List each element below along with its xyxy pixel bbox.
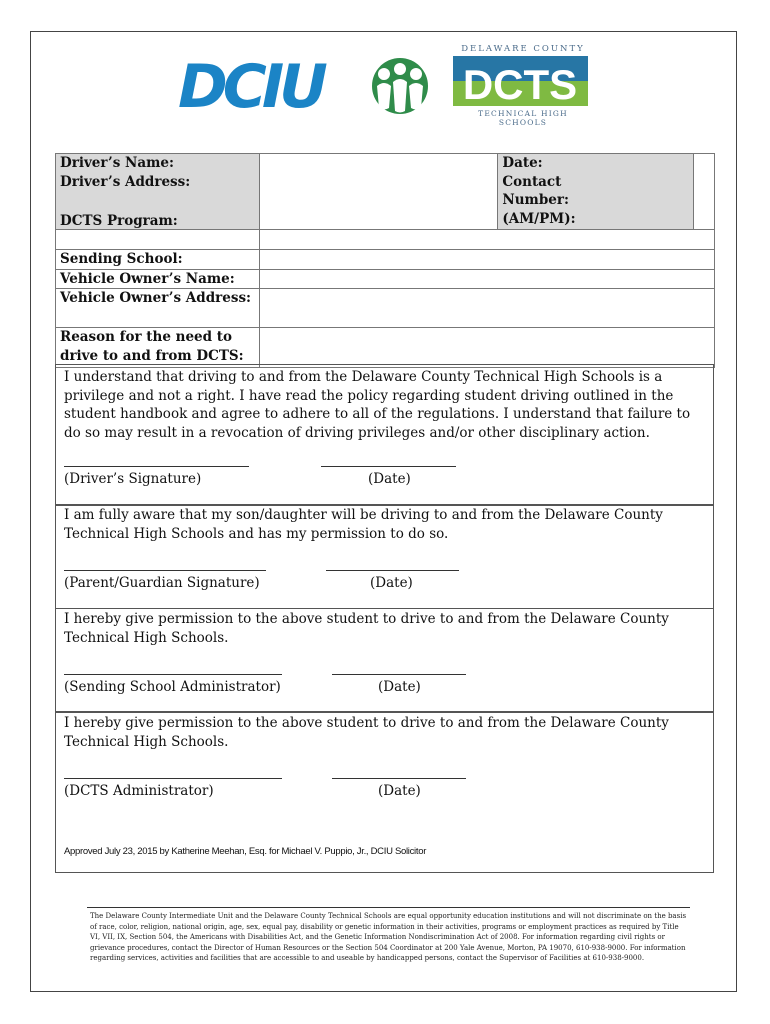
sending-admin-signature-label: (Sending School Administrator) bbox=[64, 679, 281, 695]
dcts-program-label: DCTS Program: bbox=[56, 212, 260, 232]
dcts-logo-bottom-text: TECHNICAL HIGH SCHOOLS bbox=[478, 109, 568, 127]
sending-admin-date-line[interactable] bbox=[332, 674, 466, 675]
parent-permission-text: I am fully aware that my son/daughter will be driving to and from the Delaware County Technical High Schools and has my permission to do so. bbox=[64, 507, 663, 542]
reason-label: Reason for the need to drive to and from DCTS: bbox=[56, 328, 260, 368]
driver-signature-label: (Driver’s Signature) bbox=[64, 471, 202, 487]
parent-signature-line[interactable] bbox=[64, 570, 266, 571]
approval-note: Approved July 23, 2015 by Katherine Meehan, Esq. for Michael V. Puppio, Jr., DCIU Solicitor bbox=[64, 846, 427, 857]
dcts-admin-section bbox=[55, 712, 714, 873]
dcts-logo-top-text: DELAWARE COUNTY bbox=[461, 44, 585, 54]
sending-school-section bbox=[55, 608, 714, 712]
dcts-program-field[interactable] bbox=[259, 230, 714, 250]
date-label: Date: bbox=[502, 155, 543, 171]
vehicle-owner-name-label: Vehicle Owner’s Name: bbox=[56, 269, 260, 289]
sending-school-field[interactable] bbox=[259, 250, 714, 270]
parent-date-line[interactable] bbox=[326, 570, 459, 571]
people-emblem-icon bbox=[370, 56, 430, 116]
driver-agreement-section bbox=[55, 364, 714, 505]
dcts-admin-date-label: (Date) bbox=[378, 783, 421, 799]
drivers-name-label: Driver’s Name: bbox=[60, 155, 174, 171]
driver-agreement-text: I understand that driving to and from the Delaware County Technical High Schools is a privilege and not a right. I have read the policy regarding student driving outlined in the student handbook and agree to adhere to all of the regulations. I understand that failure to do so may result in a revocation of driving privileges and/or other disciplinary action. bbox=[64, 369, 691, 441]
parent-signature-label: (Parent/Guardian Signature) bbox=[64, 575, 260, 591]
dcts-admin-signature-label: (DCTS Administrator) bbox=[64, 783, 214, 799]
dcts-admin-permission-text: I hereby give permission to the above student to drive to and from the Delaware County Technical High Schools. bbox=[64, 715, 669, 750]
dcts-logo-text: DCTS bbox=[462, 61, 578, 106]
vehicle-owner-address-field[interactable] bbox=[259, 289, 714, 328]
date-contact-cell bbox=[498, 154, 694, 230]
dcts-admin-signature-line[interactable] bbox=[64, 778, 282, 779]
drivers-address-label: Driver’s Address: bbox=[60, 173, 191, 190]
dcts-logo bbox=[453, 56, 588, 106]
dciu-logo-text: DCIU bbox=[178, 52, 323, 122]
sending-admin-signature-line[interactable] bbox=[64, 674, 282, 675]
sending-school-label: Sending School: bbox=[56, 250, 260, 270]
driver-signature-line[interactable] bbox=[64, 466, 249, 467]
sending-admin-date-label: (Date) bbox=[378, 679, 421, 695]
dcts-admin-date-line[interactable] bbox=[332, 778, 466, 779]
date-contact-field[interactable] bbox=[694, 154, 715, 230]
nondiscrimination-footer: The Delaware County Intermediate Unit and the Delaware County Technical Schools are equal opportunity education institutions and will not discriminate on the basis of race, color, religion, national origin, age, sex, equal pay, disability or genetic information in their activities, programs or employment practices as required by Title VI, VII, IX, Section 504, the Americans with Disabilities Act, and the Genetic Information Nondiscrimination Act of 2008. For information regarding civil rights or grievance procedures, contact the Director of Human Resources or the Section 504 Coordinator at 200 Yale Avenue, Morton, PA 19070, 610-938-9000. For information regarding services, activities and facilities that are accessible to and useable by handicapped persons, contact the Supervisor of Facilities at 610-938-9000. bbox=[90, 912, 687, 962]
driver-info-table bbox=[55, 153, 715, 368]
driver-date-label: (Date) bbox=[368, 471, 411, 487]
footer-divider bbox=[87, 907, 690, 908]
drivers-name-field[interactable] bbox=[259, 154, 498, 230]
vehicle-owner-name-field[interactable] bbox=[259, 269, 714, 289]
parent-date-label: (Date) bbox=[370, 575, 413, 591]
driver-date-line[interactable] bbox=[321, 466, 456, 467]
parent-permission-section bbox=[55, 505, 714, 609]
dciu-logo bbox=[178, 52, 428, 122]
vehicle-owner-address-label: Vehicle Owner’s Address: bbox=[56, 289, 260, 328]
sending-school-permission-text: I hereby give permission to the above student to drive to and from the Delaware County Technical High Schools. bbox=[64, 611, 669, 646]
reason-field[interactable] bbox=[259, 328, 714, 368]
contact-number-label: Contact Number: bbox=[502, 173, 569, 208]
am-pm-label: (AM/PM): bbox=[502, 210, 576, 227]
